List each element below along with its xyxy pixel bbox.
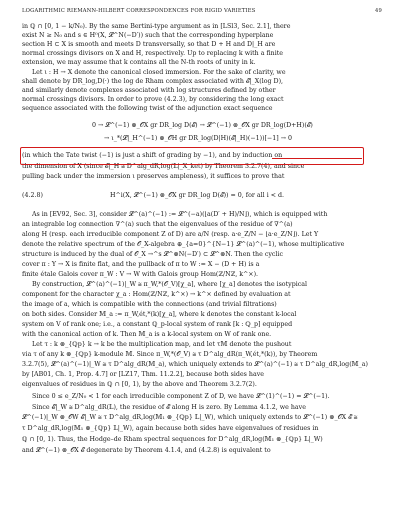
text-line: 3.2.7(5), 𝓛^(a)^(−1)|_W ≅ τ D^alg_dR(𝕄_a), which uniquely extends to 𝓛^(a)^(−1) ≅ τ D^alg_dR,log(𝕄_a)	[22, 361, 368, 368]
equation-label: (4.2.8)	[22, 192, 43, 199]
text-line: Let τ : k ⊗_{ℚp} k → k be the multiplication map, and let τ𝕄 denote the pushout	[32, 341, 292, 348]
text-line: 𝓛^(−1)|_W ⊗_𝒪W 𝓔|_W ≅ τ D^alg_dR,log(𝕄₁ ⊗_{ℚp} 𝕃|_W), which uniquely extends to 𝓛^(−1) ⊗_𝒪X 𝓔 ≅	[22, 414, 358, 421]
text-line: By construction, 𝓛^(a)^(−1)|_W ≅ π_W,*(𝒪_V)[χ_a], where [χ_a] denotes the isotypical	[32, 281, 308, 288]
text-line: sequence associated with the following twist of the adjunction exact sequence	[22, 105, 273, 112]
text-line: on both sides. Consider 𝕄_a := π_W,ét,*(k)[χ_a], where k denotes the constant k-local	[22, 311, 297, 318]
text-line: cover π : Y → X is finite flat, and the pullback of π to W := X − (D + H) is a	[22, 261, 260, 268]
text-line: eigenvalues of residues in ℚ ∩ [0, 1), by the above and Theorem 3.2.7(2).	[22, 381, 257, 388]
text-line: in ℚ ∩ [0, 1 − k/N₀). By the same Bertini-type argument as in [LSl3, Sec. 2.1], there	[22, 23, 291, 30]
text-line: exist N ≥ N₀ and s ∈ H⁰(X, 𝓛^N(−D′)) such that the corresponding hyperplane	[22, 32, 274, 39]
text-line: section H ⊂ X is smooth and meets D transversally, so that D + H and D|_H are	[22, 41, 276, 48]
display-equation-4-2-8: H^i(X, 𝓛^(−1) ⊗_𝒪X gr DR_log D(𝓔)) = 0, for all i < d.	[110, 192, 285, 199]
text-line: via τ of any k ⊗_{ℚp} k-module 𝕄. Since π_W,*(𝒪_V) ≅ τ D^alg_dR(π_W,ét,*(k)), by Theorem	[22, 351, 318, 358]
text-line: along H (resp. each irreducible component Z of D) are a/N (resp. a·e_Z/N − ⌊a·e_Z/N⌋). Let Y	[22, 231, 319, 238]
text-line: normal crossings divisors on X and H, respectively. Up to replacing k with a finite	[22, 50, 284, 57]
display-equation-line-2: → ι_*(𝓛|_H^(−1) ⊗_𝒪H gr DR_log(D|H)(𝓔|_H)(−1))[−1] → 0	[104, 135, 293, 142]
text-line: by [AB01, Ch. 1, Prop. 4.7] or [LZ17, Thm. 11.2.2], because both sides have	[22, 371, 265, 378]
page-number: 49	[374, 8, 382, 14]
text-line: and similarly denote complexes associated with log structures defined by other	[22, 87, 276, 94]
text-line: with the canonical action of k. Then 𝕄_a is a k-local system on W of rank one.	[22, 331, 272, 338]
text-line: As in [EV92, Sec. 3], consider 𝓛^(a)^(−1) := 𝓛^(−a)(⌊a(D′ + H)/N⌋), which is equipped with	[32, 211, 328, 218]
text-line: τ D^alg_dR,log(𝕄₁ ⊗_{ℚp} 𝕃|_W), again because both sides have eigenvalues of residues in	[22, 425, 319, 432]
text-line: finite étale Galois cover π_W : V → W with Galois group Hom(ℤ/Nℤ, k^×).	[22, 271, 259, 278]
text-line: the dimension of X (since 𝓔|_H ≅ D^alg_dR,log(𝕃|_X_ket) by Theorem 3.2.7(4), and since	[22, 163, 305, 170]
text-line: structure is induced by the dual of 𝒪_X →^s 𝓛^⊗N(−D′) ⊂ 𝓛^⊗N. Then the cyclic	[22, 251, 283, 258]
text-line: Since 𝓔|_W ≅ D^alg_dR(𝕃), the residue of 𝓔 along H is zero. By Lemma 4.1.2, we have	[32, 404, 306, 411]
text-line: (in which the Tate twist (−1) is just a shift of grading by −1), and by induction on	[22, 152, 283, 159]
text-line: pulling back under the immersion ι preserves ampleness), it suffices to prove that	[22, 173, 285, 180]
text-line: shall denote by DR_log,D(·) the log de Rham complex associated with 𝓔|_X(log D),	[22, 78, 284, 85]
text-line: Since 0 ≤ e_Z/N₀ < 1 for each irreducible component Z of D, we have 𝓛^(1)^(−1) = 𝓛^(−1).	[32, 393, 330, 400]
text-line: Let ι : H → X denote the canonical closed immersion. For the sake of clarity, we	[32, 69, 286, 76]
red-highlight-box	[20, 147, 364, 165]
text-line: the image of a, which is compatible with the connections (and trivial filtrations)	[22, 301, 277, 308]
text-line: component for the character χ_a : Hom(ℤ/Nℤ, k^×) → k^× defined by evaluation at	[22, 291, 291, 298]
header-title: LOGARITHMIC RIEMANN-HILBERT CORRESPONDENCES FOR RIGID VARIETIES	[22, 8, 256, 14]
text-line: system on V of rank one; i.e., a constant ℚ_p-local system of rank [k : ℚ_p] equipped	[22, 321, 293, 328]
running-header	[22, 8, 382, 18]
text-line: normal crossings divisors. In order to prove (4.2.3), by considering the long exact	[22, 96, 284, 103]
text-line: and 𝓛^(−1) ⊗_𝒪X 𝓔 degenerate by Theorem 4.1.4, and (4.2.8) is equivalent to	[22, 447, 271, 454]
display-equation-line-1: 0 → 𝓛^(−1) ⊗_𝒪X gr DR_log D(𝓔) → 𝓛^(−1) ⊗_𝒪X gr DR_log(D+H)(𝓔)	[92, 122, 313, 129]
text-line: an integrable log connection ∇^(a) such that the eigenvalues of the residue of ∇^(a)	[22, 221, 293, 228]
text-line: denote the relative spectrum of the 𝒪_X-algebra ⊕_{a=0}^{N−1} 𝓛^(a)^(−1), whose multiplicative	[22, 241, 345, 248]
text-line: extension, we may assume that k contains all the N-th roots of unity in k̄.	[22, 59, 256, 66]
red-underline	[272, 158, 362, 159]
text-line: ℚ ∩ [0, 1). Thus, the Hodge–de Rham spectral sequences for D^alg_dR,log(𝕄₁ ⊗_{ℚp} 𝕃|_W)	[22, 436, 323, 443]
